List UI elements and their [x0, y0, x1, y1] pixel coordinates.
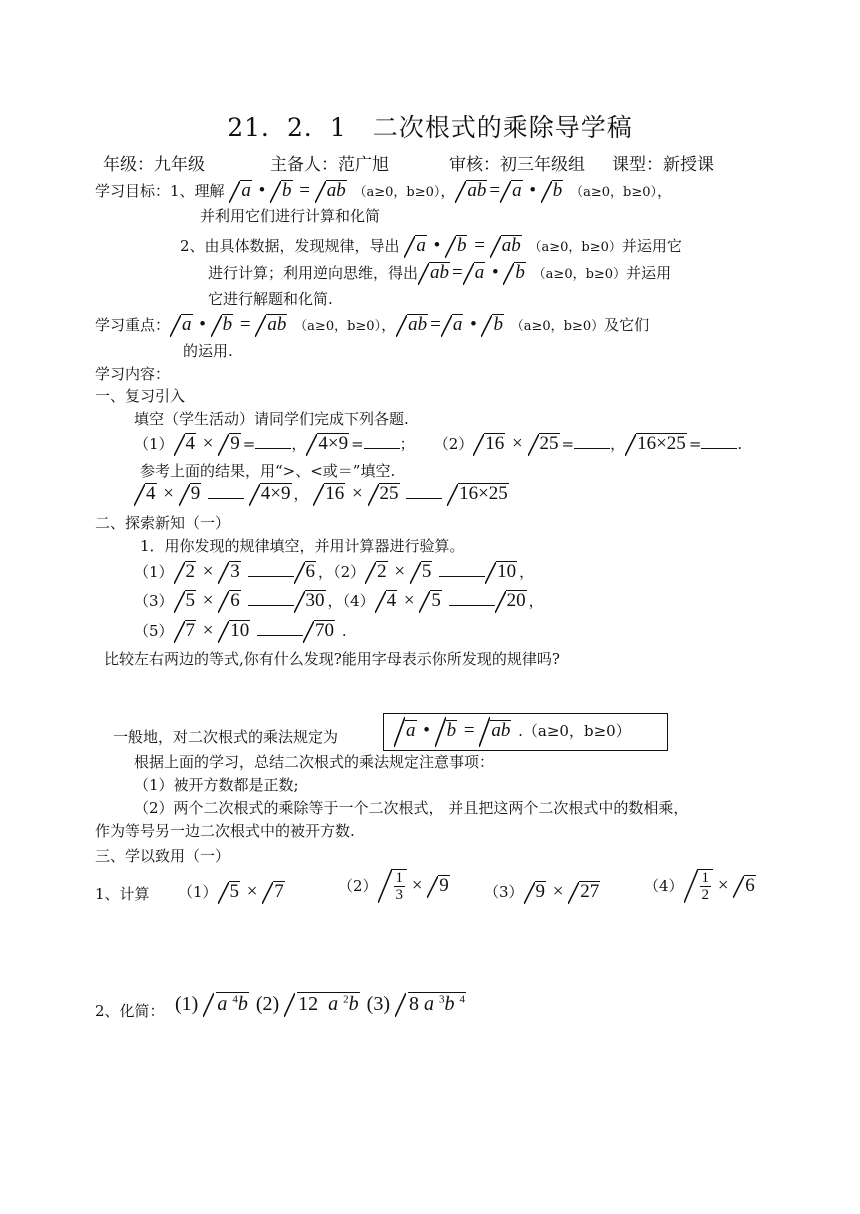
answer-blank[interactable] [574, 448, 610, 449]
rule-formula-box: a • b = ab .（a≥0，b≥0） [383, 713, 668, 751]
focus-label: 学习重点： [95, 316, 171, 334]
content-label: 学习内容： [95, 365, 171, 383]
section-2-instruction: 1．用你发现的规律填空，并用计算器进行验算。 [140, 537, 465, 555]
section-3-heading: 三、学以致用（一） [95, 847, 231, 865]
focus-line-2: 的运用. [183, 342, 233, 360]
answer-blank[interactable] [208, 498, 244, 499]
simplify-label: 2、化简： [95, 1002, 165, 1020]
formula-reverse: ab = a • b [418, 262, 528, 283]
section-2-row-1: （1） 2 × 3 6 ，（2） 2 × 5 10 ， [134, 561, 535, 582]
condition: （a≥0，b≥0） [353, 185, 441, 200]
rule-note-3: 作为等号另一边二次根式中的被开方数. [95, 822, 355, 840]
focus-tail: 及它们 [604, 316, 650, 334]
rule-intro: 一般地，对二次根式的乘法规定为 [113, 728, 339, 746]
goal-2-mid: 并运用它 [621, 237, 682, 255]
calc-problem-2: （2） $\frac{1}{3}$ × 9 [338, 870, 449, 903]
section-1-instruction: 填空（学生活动）请同学们完成下列各题. [134, 410, 409, 428]
goal-1-prefix: 1、理解 [170, 182, 225, 200]
section-1-heading: 一、复习引入 [95, 387, 186, 405]
answer-blank[interactable] [248, 576, 294, 577]
condition: （a≥0，b≥0） [510, 319, 605, 334]
focus-line-1: 学习重点： a • b = ab （a≥0，b≥0）， ab = a • b （a≥0，b≥0）及它们 [95, 314, 650, 335]
goals-line-3 [208, 262, 671, 286]
section-2-heading: 二、探索新知（一） [95, 514, 231, 532]
grade: 年级：九年级 [103, 155, 205, 175]
formula-reverse: ab = a • b [396, 314, 506, 335]
answer-blank[interactable] [257, 635, 303, 636]
formula-product: a • b = ab [229, 180, 348, 201]
section-2-row-3: （5） 7 × 10 70 . [134, 620, 347, 641]
calc-problem-1: （1） 5 × 7 [178, 881, 284, 902]
goal-2-mid2: 并运用 [626, 264, 672, 282]
condition: （a≥0，b≥0） [532, 267, 627, 282]
answer-blank[interactable] [248, 605, 294, 606]
answer-blank[interactable] [364, 448, 400, 449]
condition: （a≥0，b≥0） [528, 240, 622, 255]
page-title: 21．2．1 二次根式的乘除导学稿 [227, 113, 633, 142]
goals-line-1: 学习目标：1、理解 a • b = ab （a≥0，b≥0）， ab = a • b （a≥0，b≥0）， [95, 180, 672, 201]
section-1-compare: 参考上面的结果，用“>、<或＝”填空. [140, 462, 396, 480]
condition: （a≥0，b≥0） [294, 319, 382, 334]
condition: （a≥0，b≥0） [570, 185, 657, 200]
formula-product: a • b = ab [170, 314, 289, 335]
goal-2-prefix: 2、由具体数据，发现规律，导出 [180, 237, 400, 255]
calc-problem-3: （3） 9 × 27 [484, 881, 600, 902]
goals-label: 学习目标： [95, 182, 171, 200]
rule-summary: 根据上面的学习，总结二次根式的乘法规定注意事项： [134, 753, 495, 771]
reviewer: 审核：初三年级组 [449, 155, 585, 175]
goals-line-2 [180, 235, 682, 259]
formula-product: a • b = ab [394, 720, 513, 741]
section-2-question: 比较左右两边的等式,你有什么发现?能用字母表示你所发现的规律吗? [104, 650, 560, 668]
section-1-exercise: （1） 4 × 9 = ， 4×9 = ； （2） 16 × 25 = ， 16×25 = . [134, 433, 743, 454]
answer-blank[interactable] [439, 576, 485, 577]
goal-2-line2: 进行计算；利用逆向思维，得出 [208, 264, 419, 282]
rule-condition: （a≥0，b≥0） [522, 722, 631, 740]
author: 主备人：范广旭 [270, 155, 389, 175]
goal-2-line3: 它进行解题和化简. [208, 290, 333, 308]
answer-blank[interactable] [449, 605, 495, 606]
calc-problem-4: （4） $\frac{1}{2}$ × 6 [644, 870, 755, 903]
goal-1-continued: 并利用它们进行计算和化简 [200, 207, 381, 225]
rule-note-1: （1）被开方数都是正数; [134, 776, 299, 794]
calc-label: 1、计算 [95, 885, 150, 903]
section-2-row-2: （3） 5 × 6 30 ，（4） 4 × 5 20 ， [134, 590, 544, 611]
lesson-type: 课型：新授课 [612, 155, 714, 175]
answer-blank[interactable] [255, 448, 291, 449]
formula-product: a • b = ab [404, 235, 523, 256]
answer-blank[interactable] [701, 448, 737, 449]
answer-blank[interactable] [406, 498, 442, 499]
simplify-problems: (1) a $^4$b (2) 12 a $^2$b (3) 8 a $^3$b $^4$ [175, 993, 465, 1015]
formula-reverse: ab = a • b [455, 180, 565, 201]
section-1-compare-exercise: 4 × 9 4×9 ， 16 × 25 16×25 [134, 483, 511, 505]
rule-note-2: （2）两个二次根式的乘除等于一个二次根式， 并且把这两个二次根式中的数相乘， [134, 799, 689, 817]
